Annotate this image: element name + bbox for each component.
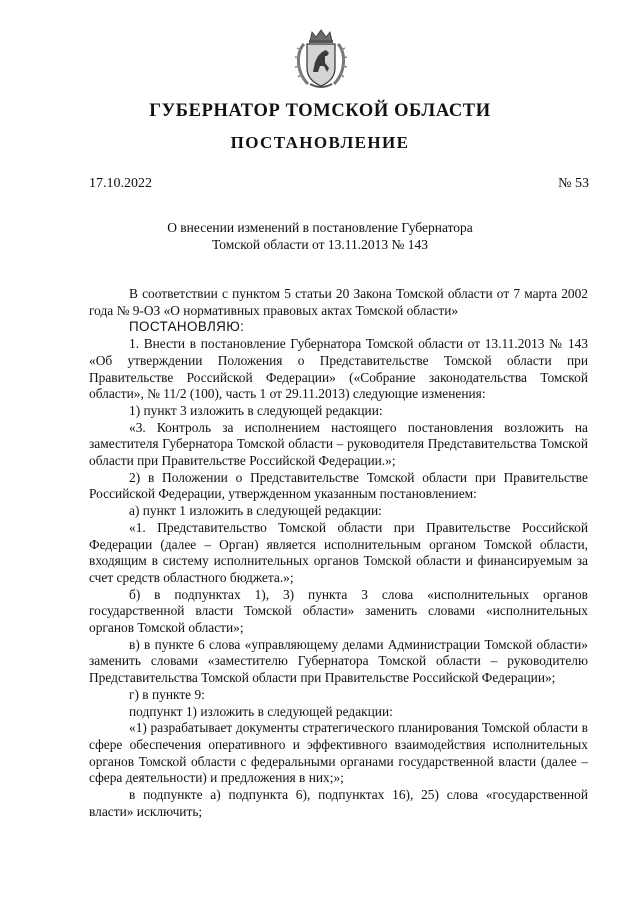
body-paragraph: б) в подпунктах 1), 3) пункта 3 слова «исполнительных органов государственной власти Томской области» заменить словами «исполнительных органов Томской области»;	[89, 586, 588, 636]
body-paragraph: 2) в Положении о Представительстве Томской области при Правительстве Российской Федерации, утвержденном указанным постановлением:	[89, 469, 588, 502]
subject-line: Томской области от 13.11.2013 № 143	[212, 237, 428, 252]
body-paragraph: «1) разрабатывает документы стратегического планирования Томской области в сфере обеспечения оперативного и эффективного взаимодействия исполнительных органов Томской области с федеральными органами государственной власти (далее – сфера деятельности) и предложения в них;»;	[89, 720, 588, 786]
preamble-paragraph: В соответствии с пунктом 5 статьи 20 Закона Томской области от 7 марта 2002 года № 9-ОЗ «О нормативных правовых актах Томской области»	[89, 286, 588, 318]
body-paragraph: 1. Внести в постановление Губернатора Томской области от 13.11.2013 № 143 «Об утверждении Положения о Представительстве Томской области при Правительстве Российской Федерации» («Собрание законодательства Томской области», № 11/2 (100), часть 1 от 29.11.2013) следующие изменения:	[89, 336, 588, 402]
body-paragraph: а) пункт 1 изложить в следующей редакции:	[129, 503, 382, 519]
document-body	[89, 286, 588, 821]
subject-line: О внесении изменений в постановление Губернатора	[167, 220, 473, 235]
issuer-title: ГУБЕРНАТОР ТОМСКОЙ ОБЛАСТИ	[149, 101, 491, 121]
tomsk-coat-of-arms-icon	[292, 28, 350, 90]
body-paragraph: 1) пункт 3 изложить в следующей редакции:	[129, 402, 383, 418]
body-paragraph: подпункт 1) изложить в следующей редакции:	[129, 703, 393, 719]
decree-verb: ПОСТАНОВЛЯЮ:	[129, 319, 245, 335]
body-paragraph: «3. Контроль за исполнением настоящего постановления возложить на заместителя Губернатора Томской области – руководителя Представительства Томской области при Правительстве Российской Федерации.»;	[89, 419, 588, 469]
document-number: № 53	[558, 176, 589, 191]
body-paragraph: в подпункте а) подпункта 6), подпунктах 16), 25) слова «государственной власти» исключить;	[89, 787, 588, 819]
body-paragraph: «1. Представительство Томской области при Правительстве Российской Федерации (далее – Орган) является исполнительным органом Томской области, входящим в систему исполнительных органов Томской области и финансируемым за счет средств областного бюджета.»;	[89, 519, 588, 585]
document-type-heading: ПОСТАНОВЛЕНИЕ	[230, 133, 410, 152]
document-date: 17.10.2022	[89, 176, 152, 191]
body-paragraph: в) в пункте 6 слова «управляющему делами Администрации Томской области» заменить словами «заместителю Губернатора Томской области – руководителю Представительства Томской области при Правительстве Российской Федерации»;	[89, 636, 588, 686]
document-subject	[0, 219, 640, 253]
body-paragraph: г) в пункте 9:	[129, 686, 205, 702]
